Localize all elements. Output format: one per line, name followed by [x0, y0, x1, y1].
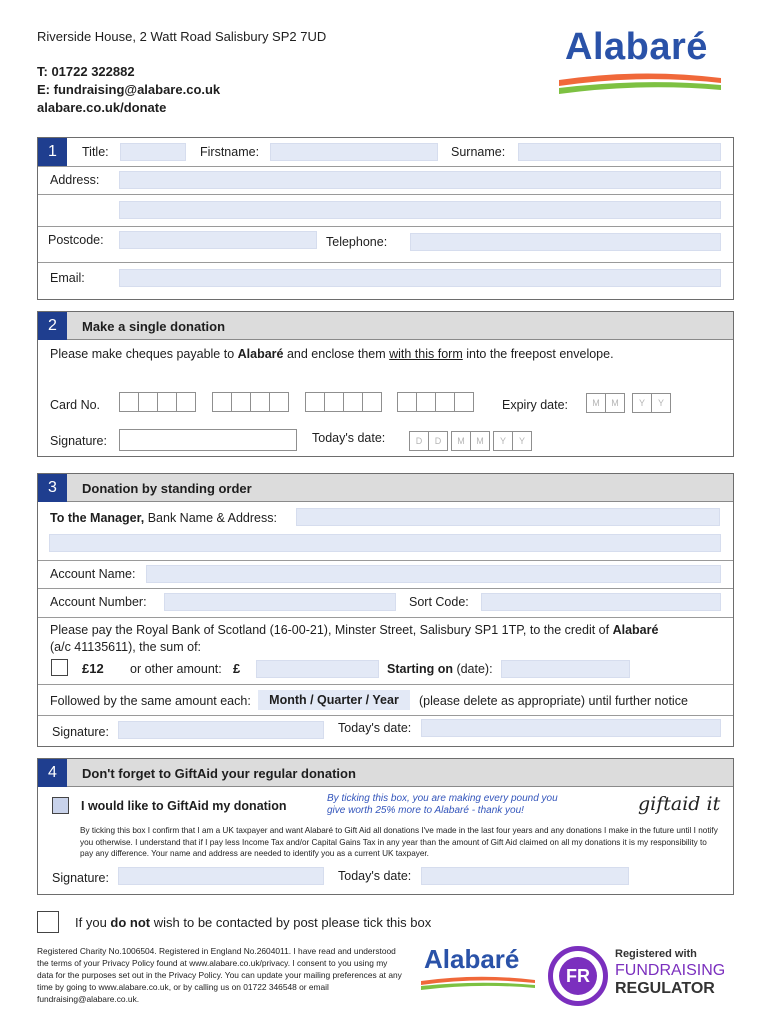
starting-date-label [387, 662, 493, 676]
so-signature-label: Signature: [52, 725, 109, 739]
cheque-text-post: into the freepost envelope. [462, 347, 614, 361]
expiry-cell[interactable]: Y [651, 393, 671, 413]
org-email: E: fundraising@alabare.co.uk [37, 82, 221, 97]
todays-date-label: Today's date: [312, 431, 386, 445]
note-line-1: By ticking this box, you are making every pound you [327, 793, 558, 804]
giftaid-checkbox[interactable] [52, 797, 69, 814]
fundraising-regulator-text [615, 948, 745, 998]
card-digit-cell[interactable] [138, 392, 158, 412]
account-number-label: Account Number: [50, 595, 147, 609]
card-digit-cell[interactable] [397, 392, 417, 412]
section2-number: 2 [38, 312, 67, 340]
address-line2-field[interactable] [119, 201, 721, 219]
alabare-logo [555, 26, 725, 98]
starting-rest: (date): [452, 662, 493, 676]
account-number-field[interactable] [164, 593, 396, 611]
sort-code-field[interactable] [481, 593, 721, 611]
cheque-link: with this form [389, 347, 463, 361]
manager-bold: To the Manager, [50, 511, 145, 525]
card-digit-cell[interactable] [250, 392, 270, 412]
giftaid-signature-field[interactable] [118, 867, 324, 885]
section-personal-details [37, 137, 734, 300]
cheque-instruction [50, 347, 614, 361]
card-digit-cell[interactable] [119, 392, 139, 412]
payment-instruction-line2: (a/c 41135611), the sum of: [50, 640, 202, 654]
card-digit-cell[interactable] [435, 392, 455, 412]
title-field[interactable] [120, 143, 186, 161]
section-standing-order [37, 473, 734, 747]
cheque-text-pre: Please make cheques payable to [50, 347, 238, 361]
pound-sign: £ [233, 661, 241, 676]
card-digit-cell[interactable] [362, 392, 382, 412]
title-label: Title: [82, 145, 109, 159]
card-digit-cell[interactable] [454, 392, 474, 412]
starting-bold: Starting on [387, 662, 453, 676]
bank-address-line2-field[interactable] [49, 534, 721, 552]
date-cell[interactable]: Y [512, 431, 532, 451]
regulator-line-3: REGULATOR [615, 980, 715, 997]
expiry-date-cells[interactable] [586, 393, 686, 413]
divider [38, 715, 733, 716]
postcode-field[interactable] [119, 231, 317, 249]
optout-bold: do not [110, 915, 151, 930]
giftaid-declaration: By ticking this box I confirm that I am a UK taxpayer and want Alabaré to Gift Aid all donations I've made in the last four years and any donations I make in the future until I notify you otherwise. I understand that if I pay less Income Tax and/or Capital Gains Tax in any year than the amount of Gift Aid claimed on all my donations it is my responsibility to pay any difference. Your name and address are needed to identify you as a current UK taxpayer. [80, 826, 718, 858]
footer-alabare-logo [418, 944, 538, 994]
cheque-text-mid: and enclose them [283, 347, 390, 361]
telephone-label: Telephone: [326, 235, 388, 249]
card-number-label: Card No. [50, 398, 101, 412]
logo-wordmark: Alabaré [565, 26, 708, 68]
date-cell[interactable]: M [451, 431, 471, 451]
manager-rest: Bank Name & Address: [144, 511, 277, 525]
card-digit-cell[interactable] [212, 392, 232, 412]
footer-charity-text: Registered Charity No.1006504. Registered in England No.2604011. I have read and understood the terms of your Privacy Policy found at www.alabare.co.uk/privacy. I consent to you using my data for the purposes set out in the Privacy Policy. You can update your mailing preferences at any time by going to www.alabare.co.uk, or by calling us on 01722 346548 or email fundraising@alabare.co.uk. [37, 946, 402, 1004]
card-number-cells[interactable] [119, 392, 479, 412]
footer-logo-swoosh-icon [418, 974, 538, 992]
postcode-label: Postcode: [48, 233, 104, 247]
section3-title: Donation by standing order [82, 481, 252, 496]
card-digit-cell[interactable] [231, 392, 251, 412]
section4-title: Don't forget to GiftAid your regular donation [82, 766, 356, 781]
card-digit-cell[interactable] [269, 392, 289, 412]
contact-optout-checkbox[interactable] [37, 911, 59, 933]
giftaid-todays-date-label: Today's date: [338, 869, 412, 883]
fr-badge-icon [548, 946, 608, 1006]
payment-instruction [50, 623, 658, 637]
giftaid-logo: giftaid it [638, 793, 721, 815]
card-digit-cell[interactable] [324, 392, 344, 412]
expiry-cell[interactable]: M [605, 393, 625, 413]
date-cell[interactable]: D [428, 431, 448, 451]
card-digit-cell[interactable] [343, 392, 363, 412]
frequency-label: Followed by the same amount each: [50, 694, 251, 708]
expiry-cell[interactable]: Y [632, 393, 652, 413]
surname-field[interactable] [518, 143, 721, 161]
divider [38, 166, 733, 167]
expiry-cell[interactable]: M [586, 393, 606, 413]
email-field[interactable] [119, 269, 721, 287]
giftaid-todays-date-field[interactable] [421, 867, 629, 885]
giftaid-label: I would like to GiftAid my donation [81, 799, 287, 813]
divider [38, 617, 733, 618]
contact-optout-label [75, 915, 431, 930]
section4-number: 4 [38, 759, 67, 787]
section-giftaid [37, 758, 734, 895]
org-address: Riverside House, 2 Watt Road Salisbury SP2 7UD [37, 29, 327, 44]
instruction-payee: Alabaré [612, 623, 659, 637]
so-todays-date-label: Today's date: [338, 721, 412, 735]
email-label: Email: [50, 271, 85, 285]
fixed-amount-checkbox[interactable] [51, 659, 68, 676]
fixed-amount-label: £12 [82, 661, 104, 676]
date-cell[interactable]: Y [493, 431, 513, 451]
frequency-note: (please delete as appropriate) until further notice [419, 694, 688, 708]
divider [38, 684, 733, 685]
other-amount-field[interactable] [256, 660, 379, 678]
bank-name-address-field[interactable] [296, 508, 720, 526]
card-digit-cell[interactable] [416, 392, 436, 412]
so-signature-field[interactable] [118, 721, 324, 739]
org-website: alabare.co.uk/donate [37, 100, 167, 115]
date-cell[interactable]: D [409, 431, 429, 451]
starting-date-field[interactable] [501, 660, 630, 678]
section-single-donation [37, 311, 734, 457]
firstname-label: Firstname: [200, 145, 260, 159]
todays-date-cells[interactable] [409, 431, 535, 451]
cheque-payee: Alabaré [237, 347, 284, 361]
regulator-line-1: Registered with [615, 948, 697, 960]
sort-code-label: Sort Code: [409, 595, 469, 609]
header [0, 0, 770, 130]
account-name-label: Account Name: [50, 567, 136, 581]
divider [38, 194, 733, 195]
divider [38, 560, 733, 561]
address-line1-field[interactable] [119, 171, 721, 189]
org-phone: T: 01722 322882 [37, 64, 135, 79]
signature-field[interactable] [119, 429, 297, 451]
signature-label: Signature: [50, 434, 107, 448]
firstname-field[interactable] [270, 143, 438, 161]
card-digit-cell[interactable] [176, 392, 196, 412]
regulator-line-2: FUNDRAISING [615, 962, 726, 979]
divider [38, 226, 733, 227]
optout-post: wish to be contacted by post please tick this box [150, 915, 432, 930]
fr-badge-inner: FR [559, 957, 597, 995]
surname-label: Surname: [451, 145, 506, 159]
section3-number: 3 [38, 474, 67, 502]
section2-title: Make a single donation [82, 319, 226, 334]
card-digit-cell[interactable] [305, 392, 325, 412]
expiry-date-label: Expiry date: [502, 398, 569, 412]
bank-manager-label [50, 511, 277, 525]
giftaid-handwritten-note [327, 793, 558, 817]
section1-number: 1 [38, 138, 67, 166]
date-cell[interactable]: M [470, 431, 490, 451]
address-label: Address: [50, 173, 100, 187]
logo-swoosh-icon [555, 70, 725, 96]
giftaid-signature-label: Signature: [52, 871, 109, 885]
footer-logo-wordmark: Alabaré [424, 944, 520, 974]
divider [38, 262, 733, 263]
card-digit-cell[interactable] [157, 392, 177, 412]
instruction-pre: Please pay the Royal Bank of Scotland (16-00-21), Minster Street, Salisbury SP1 1TP, to the credit of [50, 623, 613, 637]
note-line-2: give worth 25% more to Alabaré - thank you! [327, 805, 524, 816]
other-amount-label: or other amount: [130, 662, 222, 676]
optout-pre: If you [75, 915, 111, 930]
account-name-field[interactable] [146, 565, 721, 583]
so-todays-date-field[interactable] [421, 719, 721, 737]
frequency-options[interactable]: Month / Quarter / Year [258, 690, 410, 710]
divider [38, 588, 733, 589]
telephone-field[interactable] [410, 233, 721, 251]
